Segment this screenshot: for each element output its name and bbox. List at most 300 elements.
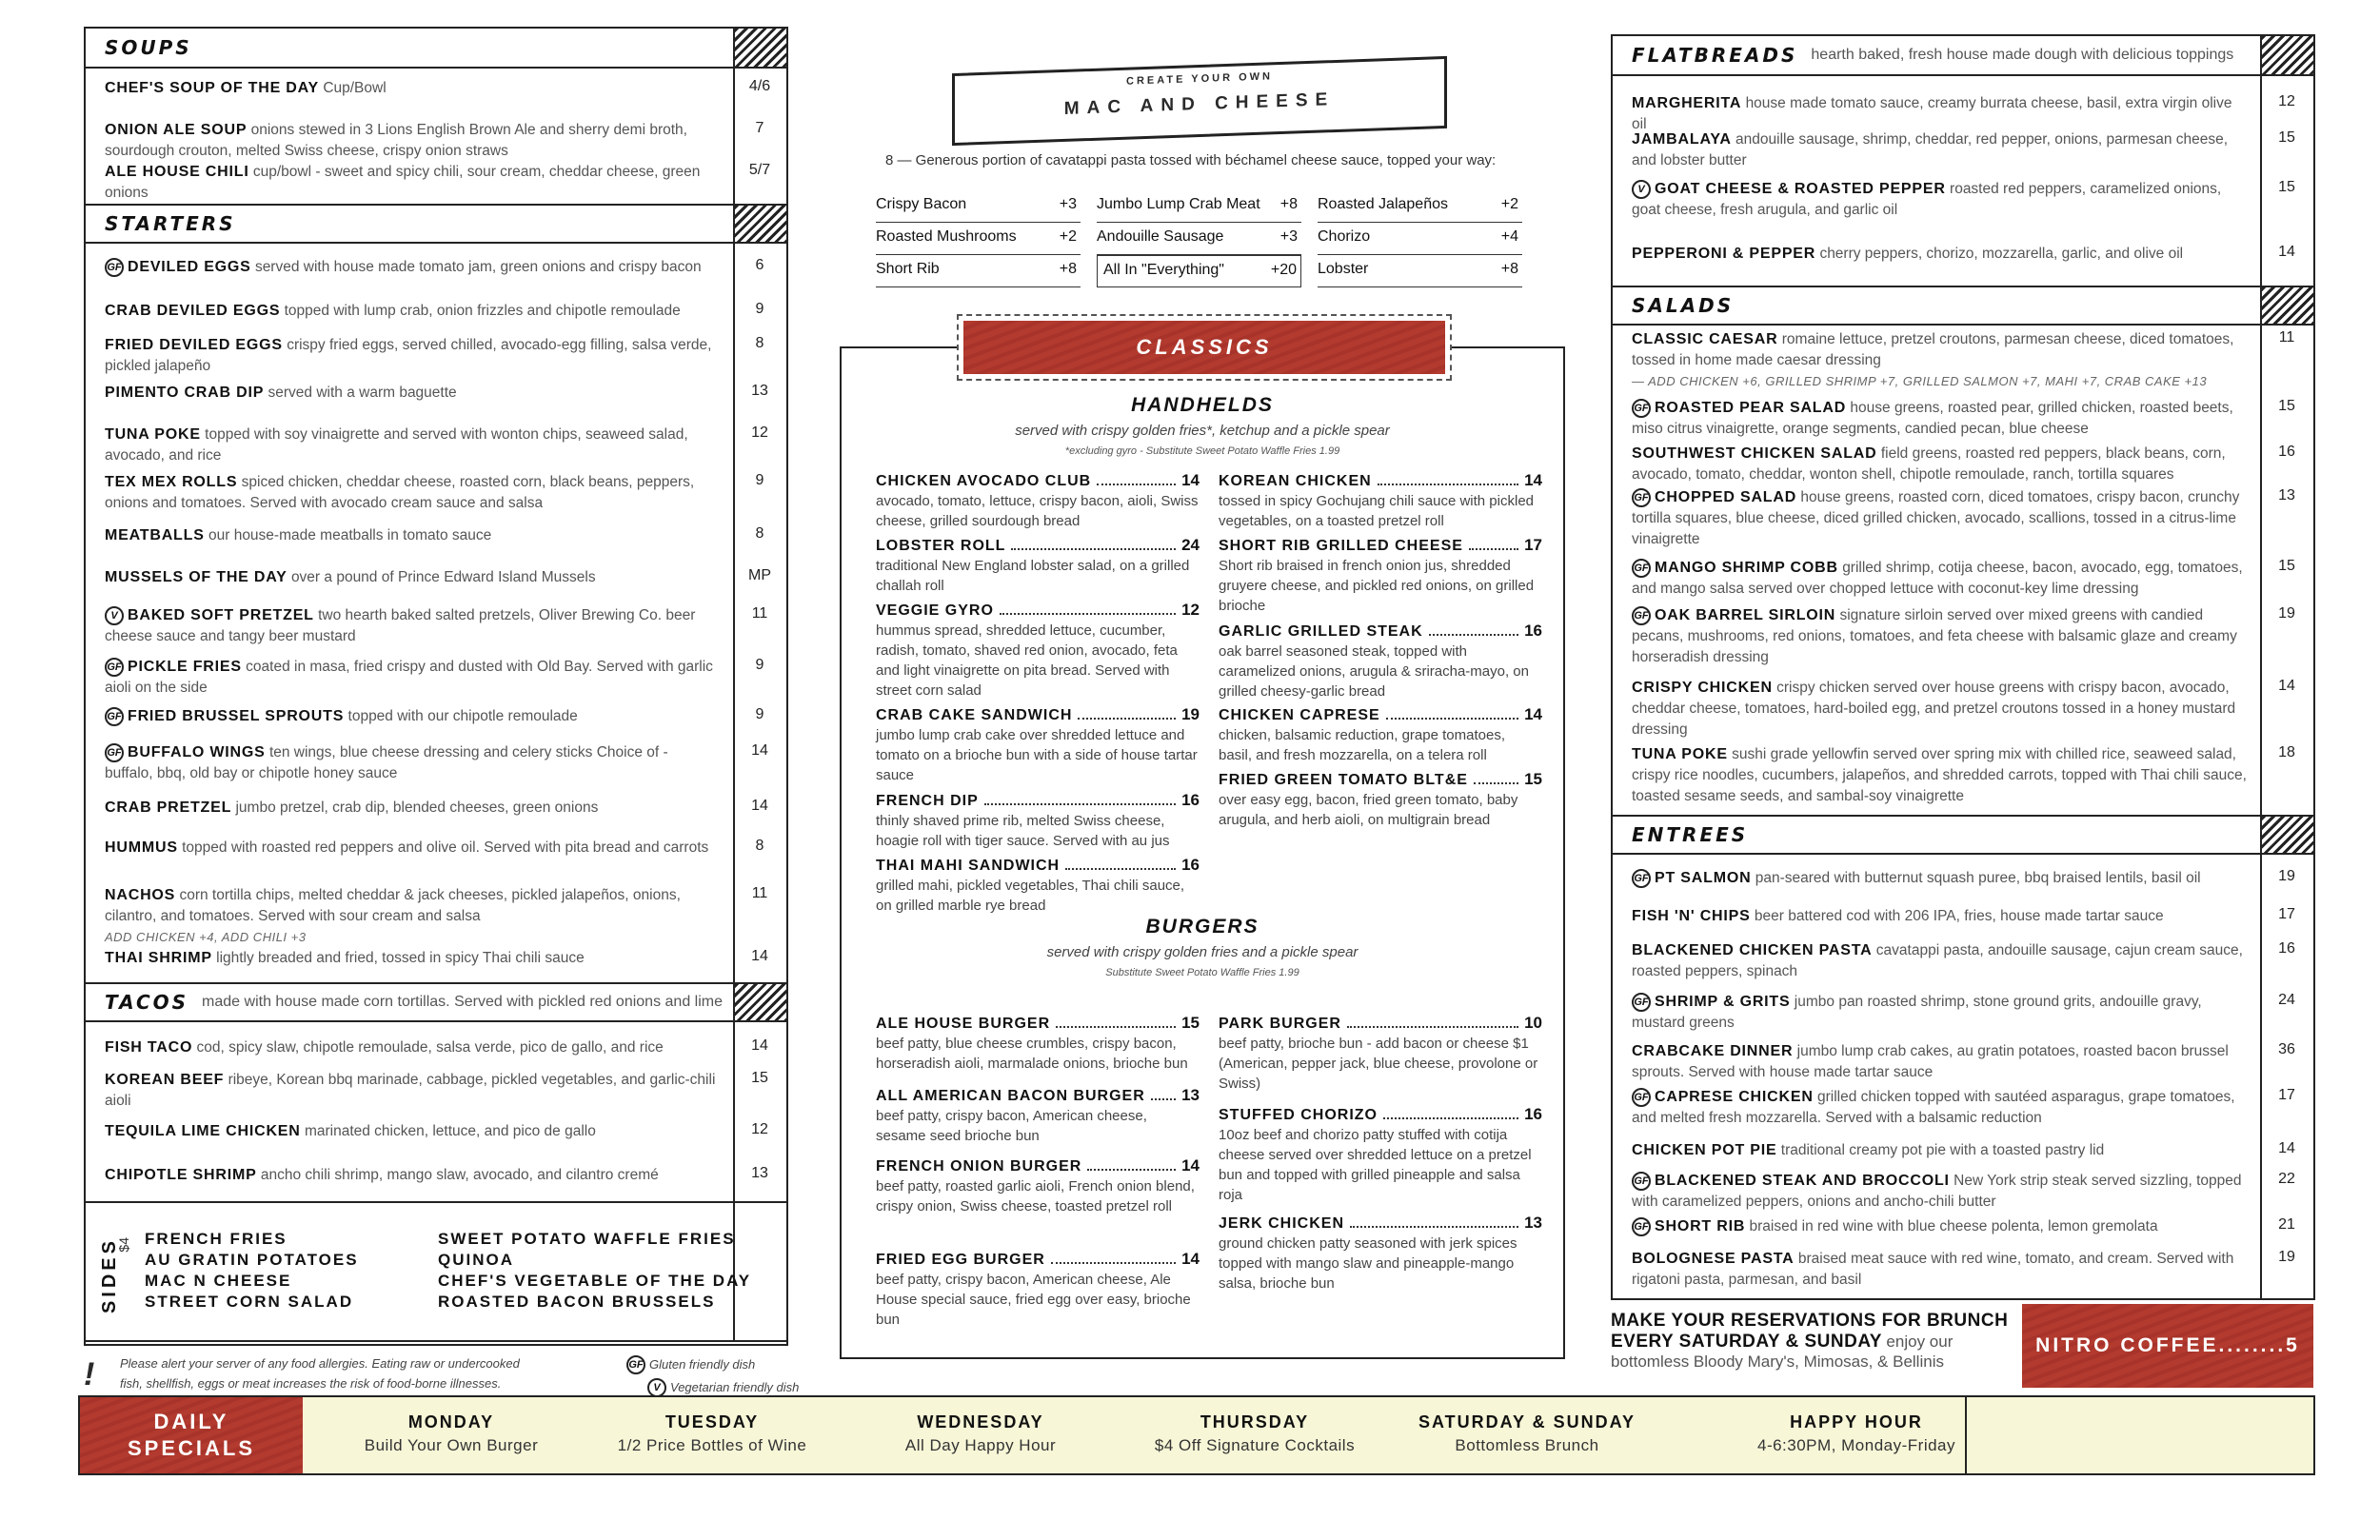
burger-item-row [876, 1249, 1200, 1270]
burger-item [876, 1085, 1200, 1146]
taco-item-name: TEQUILA LIME CHICKEN [105, 1123, 301, 1139]
starter-item-name: MEATBALLS [105, 527, 205, 543]
flatbread-item [1632, 129, 2247, 171]
mac-topping-name: Roasted Jalapeños [1318, 196, 1448, 212]
starter-item-price: 8 [755, 335, 764, 351]
handheld-item-name: CRAB CAKE SANDWICH [876, 707, 1073, 723]
starter-item-name: NACHOS [105, 887, 176, 903]
salad-item-price: 15 [2278, 398, 2295, 414]
burger-item [1219, 1013, 1542, 1094]
handheld-item [876, 704, 1200, 785]
dot-leader [1151, 1098, 1176, 1100]
handheld-item-price: 17 [1524, 536, 1542, 554]
soup-item [105, 162, 720, 204]
starter-item-name: FRIED BRUSSEL SPROUTS [128, 708, 345, 724]
starter-item-price: 14 [751, 948, 768, 964]
gluten-free-icon: GF [105, 658, 124, 677]
burger-item-price: 14 [1181, 1156, 1200, 1175]
mac-topping-price: +8 [1059, 261, 1077, 277]
salad-item-note: — ADD CHICKEN +6, GRILLED SHRIMP +7, GRILLED SALMON +7, MAHI +7, CRAB CAKE +13 [1632, 374, 2208, 388]
entree-item [1632, 868, 2247, 889]
handheld-item-row [876, 790, 1200, 811]
taco-item-price: 13 [751, 1165, 768, 1181]
starter-item [105, 383, 720, 404]
salad-item-desc: romaine lettuce, pretzel croutons, parmesan cheese, diced tomatoes, tossed in home made caesar dressing [1632, 331, 2234, 368]
soup-item-price: 5/7 [748, 162, 771, 178]
soup-item-desc: cup/bowl - sweet and spicy chili, sour cream, cheddar cheese, green onions [105, 164, 701, 201]
salad-item [1632, 558, 2247, 600]
salad-item-desc: sushi grade yellowfin served over spring mix with chilled rice, seaweed salad, crispy rice noodles, cucumbers, jalapeños, and shredded carrots, topped with Thai chili sauce, toasted sesame seeds, and sambal-soy vinaigrette [1632, 746, 2247, 804]
salad-item-name: ROASTED PEAR SALAD [1655, 400, 1847, 416]
dot-leader [1056, 1026, 1176, 1028]
salad-item-price: 14 [2278, 678, 2295, 694]
classics-banner [957, 314, 1452, 381]
mac-topping-name: Chorizo [1318, 228, 1371, 245]
handheld-item-row [1219, 535, 1542, 556]
salad-item-price: 18 [2278, 744, 2295, 760]
taco-item-price: 14 [751, 1037, 768, 1054]
starter-item-desc: served with house made tomato jam, green onions and crispy bacon [254, 259, 702, 275]
salad-item [1632, 487, 2247, 550]
side-item: CHEF'S VEGETABLE OF THE DAY [438, 1272, 752, 1290]
starter-item-name: TUNA POKE [105, 426, 201, 443]
handheld-item-desc: jumbo lump crab cake over shredded lettuce and tomato on a brioche bun with a side of house tartar sauce [876, 727, 1198, 783]
price-column [2260, 36, 2313, 1298]
starter-item [105, 838, 720, 859]
soup-item-name: ALE HOUSE CHILI [105, 164, 249, 180]
entree-item-price: 36 [2278, 1041, 2295, 1057]
entree-item-price: 16 [2278, 940, 2295, 957]
handheld-item-price: 24 [1181, 536, 1200, 554]
burger-item-desc: beef patty, crispy bacon, American cheese, Ale House special sauce, fried egg over easy, brioche bun [876, 1272, 1191, 1328]
entree-item-name: CRABCAKE DINNER [1632, 1043, 1794, 1059]
dot-leader [1065, 868, 1176, 870]
daily-special-day: HAPPY HOUR [1790, 1412, 1923, 1431]
salad-item-desc: crispy chicken served over house greens with crispy bacon, avocado, cheddar cheese, tomatoes, hard-boiled egg, and pretzel croutons tossed in a honey mustard dressing [1632, 680, 2236, 738]
entree-item-name: BLACKENED STEAK AND BROCCOLI [1655, 1173, 1950, 1189]
burger-item [876, 1155, 1200, 1216]
entree-item [1632, 1041, 2247, 1083]
taco-item-desc: ribeye, Korean bbq marinade, cabbage, pickled vegetables, and garlic-chili aioli [105, 1072, 716, 1109]
mac-description: 8 — Generous portion of cavatappi pasta tossed with béchamel cheese sauce, topped your way: [885, 152, 1497, 168]
starter-item-desc: crispy fried eggs, served chilled, avocado-egg filling, salsa verde, pickled jalapeño [105, 337, 712, 374]
taco-item [105, 1121, 720, 1142]
starter-item-name: BUFFALO WINGS [128, 744, 266, 760]
starter-item [105, 706, 720, 727]
starter-item-note: ADD CHICKEN +4, ADD CHILI +3 [105, 930, 307, 944]
reservations-line-1: MAKE YOUR RESERVATIONS FOR BRUNCH [1611, 1311, 2009, 1331]
daily-special-offer: All Day Happy Hour [904, 1436, 1057, 1454]
flatbread-item-desc: house made tomato sauce, creamy burrata cheese, basil, extra virgin olive oil [1632, 95, 2232, 132]
burger-item-name: PARK BURGER [1219, 1016, 1341, 1032]
mac-topping [876, 255, 1081, 287]
dot-leader [1429, 634, 1518, 636]
starter-item [105, 472, 720, 514]
soup-item-name: ONION ALE SOUP [105, 122, 248, 138]
entrees-title: ENTREES [1632, 823, 1749, 846]
entree-item-name: BLACKENED CHICKEN PASTA [1632, 942, 1873, 958]
flatbread-item-price: 15 [2278, 129, 2295, 146]
handheld-item-row [1219, 769, 1542, 790]
tacos-header [86, 982, 786, 1022]
entree-item [1632, 1216, 2247, 1237]
dot-leader [1347, 1026, 1518, 1028]
handheld-item-desc: tossed in spicy Gochujang chili sauce with pickled vegetables, on a toasted pretzel roll [1219, 493, 1535, 529]
handheld-item-name: KOREAN CHICKEN [1219, 473, 1372, 489]
starters-title: STARTERS [105, 212, 236, 235]
burger-item [1219, 1213, 1542, 1293]
daily-special-day: THURSDAY [1200, 1412, 1310, 1431]
flatbread-item-price: 12 [2278, 93, 2295, 109]
side-item: QUINOA [438, 1251, 514, 1269]
entree-item-price: 17 [2278, 1087, 2295, 1103]
flatbread-item-name: PEPPERONI & PEPPER [1632, 246, 1816, 262]
handheld-item-price: 16 [1181, 856, 1200, 874]
burger-item-row [876, 1155, 1200, 1176]
handheld-item [876, 790, 1200, 851]
side-item: ROASTED BACON BRUSSELS [438, 1293, 716, 1311]
burger-item-row [1219, 1213, 1542, 1234]
mac-topping-name: Andouille Sausage [1097, 228, 1224, 245]
starter-item [105, 948, 720, 969]
starter-item-desc: our house-made meatballs in tomato sauce [208, 527, 492, 543]
daily-specials-label [80, 1397, 303, 1473]
handheld-item-price: 15 [1524, 770, 1542, 788]
starter-item-name: PIMENTO CRAB DIP [105, 385, 265, 401]
right-menu-panel [1611, 34, 2315, 1300]
handheld-item-row [876, 535, 1200, 556]
starter-item-desc: spiced chicken, cheddar cheese, roasted corn, black beans, peppers, onions and tomatoes. Served with avocado cream sauce and salsa [105, 474, 695, 511]
allergy-line-2: fish, shellfish, eggs or meat increases the risk of food-borne illnesses. [120, 1376, 502, 1391]
gluten-free-icon: GF [105, 743, 124, 762]
daily-label-1: DAILY [153, 1410, 229, 1433]
mac-topping-name: Crispy Bacon [876, 196, 967, 212]
burger-item-row [1219, 1013, 1542, 1034]
mac-topping-price: +2 [1059, 228, 1077, 245]
starter-item-price: 11 [751, 605, 768, 622]
starter-item-desc: lightly breaded and fried, tossed in spicy Thai chili sauce [216, 950, 585, 966]
woodcut-texture [2260, 36, 2313, 74]
starter-item-price: 9 [755, 472, 764, 488]
gluten-free-icon: GF [1632, 399, 1651, 418]
burger-item-name: FRIED EGG BURGER [876, 1252, 1045, 1268]
gluten-free-icon: GF [1632, 1088, 1651, 1107]
salad-item-name: CRISPY CHICKEN [1632, 680, 1773, 696]
handheld-item-desc: thinly shaved prime rib, melted Swiss cheese, hoagie roll with tiger sauce. Served with au jus [876, 813, 1170, 849]
dot-leader [1378, 484, 1518, 485]
side-item: STREET CORN SALAD [145, 1293, 354, 1311]
side-item: MAC N CHEESE [145, 1272, 292, 1290]
entree-item-price: 19 [2278, 868, 2295, 884]
burger-item-price: 16 [1524, 1105, 1542, 1123]
handheld-item-row [1219, 704, 1542, 725]
starter-item-desc: coated in masa, fried crispy and dusted with Old Bay. Served with garlic aioli on the side [105, 659, 713, 696]
starter-item-desc: corn tortilla chips, melted cheddar & jack cheeses, pickled jalapeños, onions, cilantro, and tomatoes. Served with sour cream and salsa [105, 887, 681, 924]
starter-item [105, 525, 720, 546]
starter-item [105, 657, 720, 699]
starter-item-price: 6 [755, 257, 764, 273]
dot-leader [1383, 1117, 1518, 1119]
mac-topping-price: +3 [1059, 196, 1077, 212]
taco-item-desc: cod, spicy slaw, chipotle remoulade, salsa verde, pico de gallo, and rice [196, 1039, 664, 1056]
daily-special-day: TUESDAY [664, 1412, 760, 1431]
flatbread-item-name: MARGHERITA [1632, 95, 1742, 111]
side-item: AU GRATIN POTATOES [145, 1251, 359, 1269]
entree-item [1632, 1087, 2247, 1129]
handhelds-small-note: *excluding gyro - Substitute Sweet Potato Waffle Fries 1.99 [1064, 445, 1340, 457]
entree-item-price: 21 [2278, 1216, 2295, 1233]
daily-special-offer: $4 Off Signature Cocktails [1154, 1436, 1356, 1454]
entree-item-desc: grilled chicken topped with sautéed asparagus, grape tomatoes, and melted fresh mozzarella. Served with a balsamic reduction [1632, 1089, 2235, 1126]
handheld-item-price: 19 [1181, 705, 1200, 723]
starter-item-price: 13 [751, 383, 768, 399]
gluten-free-icon: GF [1632, 1217, 1651, 1236]
mac-topping-name: All In "Everything" [1103, 262, 1224, 278]
flatbread-item-name: JAMBALAYA [1632, 131, 1732, 148]
handheld-item-price: 16 [1181, 791, 1200, 809]
starter-item-price: 8 [755, 838, 764, 854]
dot-leader [984, 803, 1176, 805]
starter-item [105, 301, 720, 322]
handheld-item [876, 855, 1200, 916]
entree-item-name: CHICKEN POT PIE [1632, 1142, 1777, 1158]
starter-item-desc: topped with lump crab, onion frizzles and chipotle remoulade [284, 303, 681, 319]
entree-item-price: 19 [2278, 1249, 2295, 1265]
entree-item-name: CAPRESE CHICKEN [1655, 1089, 1814, 1105]
handheld-item-name: LOBSTER ROLL [876, 538, 1006, 554]
side-item: FRENCH FRIES [145, 1230, 288, 1248]
starter-item-price: 9 [755, 706, 764, 722]
soup-item [105, 120, 720, 162]
handheld-item-desc: over easy egg, bacon, fried green tomato, baby arugula, and herb aioli, on multigrain bread [1219, 792, 1518, 828]
entree-item [1632, 1171, 2247, 1213]
woodcut-texture [2260, 287, 2313, 324]
taco-item [105, 1037, 720, 1058]
starter-item [105, 605, 720, 647]
handheld-item-row [1219, 470, 1542, 491]
burger-item [1219, 1104, 1542, 1205]
woodcut-texture [733, 984, 786, 1020]
entree-item-desc: jumbo lump crab cakes, au gratin potatoes, roasted bacon brussel sprouts. Served with house made tartar sauce [1632, 1043, 2229, 1080]
handheld-item-row [876, 704, 1200, 725]
entree-item [1632, 1249, 2247, 1291]
soup-item-desc: onions stewed in 3 Lions English Brown Ale and sherry demi broth, sourdough crouton, melted Swiss cheese, crispy onion straws [105, 122, 687, 159]
gluten-free-icon: GF [1632, 559, 1651, 578]
classics-title: CLASSICS [963, 321, 1445, 374]
entree-item-price: 22 [2278, 1171, 2295, 1187]
handheld-item-row [876, 600, 1200, 621]
handheld-item-desc: traditional New England lobster salad, on a grilled challah roll [876, 558, 1190, 594]
soup-item-name: CHEF'S SOUP OF THE DAY [105, 80, 319, 96]
taco-item-desc: marinated chicken, lettuce, and pico de gallo [304, 1123, 596, 1139]
daily-special-offer: Build Your Own Burger [364, 1436, 539, 1454]
flatbread-item [1632, 179, 2247, 221]
taco-item-name: FISH TACO [105, 1039, 193, 1056]
woodcut-texture [733, 29, 786, 67]
burger-item-name: ALL AMERICAN BACON BURGER [876, 1088, 1145, 1104]
handheld-item [1219, 535, 1542, 616]
sides-label: SIDES [99, 1237, 120, 1314]
entree-item-desc: pan-seared with butternut squash puree, bbq braised lentils, basil oil [1755, 870, 2201, 886]
gluten-free-icon: GF [105, 258, 124, 277]
entrees-header [1613, 815, 2313, 855]
mac-topping-price: +8 [1500, 261, 1518, 277]
salad-item-price: 15 [2278, 558, 2295, 574]
burger-item-desc: ground chicken patty seasoned with jerk spices topped with mango slaw and pineapple-mango salsa, brioche bun [1219, 1235, 1517, 1292]
soup-item [105, 78, 720, 99]
starter-item-name: HUMMUS [105, 839, 178, 856]
starter-item-name: BAKED SOFT PRETZEL [128, 607, 314, 623]
entree-item-name: BOLOGNESE PASTA [1632, 1251, 1795, 1267]
handheld-item-row [876, 855, 1200, 876]
starters-header [86, 204, 786, 244]
taco-item [105, 1070, 720, 1112]
taco-item-price: 12 [751, 1121, 768, 1137]
starter-item [105, 424, 720, 466]
starter-item-desc: ten wings, blue cheese dressing and celery sticks Choice of - buffalo, bbq, old bay or chipotle honey sauce [105, 744, 668, 781]
soup-item-price: 7 [755, 120, 764, 136]
taco-item-desc: ancho chili shrimp, mango slaw, avocado, and cilantro cremé [260, 1167, 659, 1183]
salad-item-desc: grilled shrimp, cotija cheese, bacon, avocado, egg, tomatoes, and mango salsa served over chopped lettuce with coconut-key lime dressing [1632, 560, 2243, 597]
entree-item-price: 24 [2278, 992, 2295, 1008]
handhelds-title: HANDHELDS [1131, 394, 1274, 416]
side-item: SWEET POTATO WAFFLE FRIES [438, 1230, 736, 1248]
left-menu-panel [84, 27, 788, 1342]
mac-topping-name: Lobster [1318, 261, 1369, 277]
mac-topping [1318, 223, 1522, 255]
gluten-free-icon: GF [1632, 606, 1651, 625]
salad-item [1632, 744, 2247, 807]
taco-item [105, 1165, 720, 1186]
mac-topping-price: +8 [1279, 196, 1298, 212]
burger-item-desc: 10oz beef and chorizo patty stuffed with cotija cheese served over shredded lettuce on a pretzel bun and topped with grilled pineapple and salsa roja [1219, 1127, 1532, 1203]
handheld-item [1219, 769, 1542, 830]
mac-topping-price: +2 [1500, 196, 1518, 212]
starter-item-price: 11 [751, 885, 768, 901]
handheld-item [876, 535, 1200, 596]
handheld-item-desc: Short rib braised in french onion jus, shredded gruyere cheese, and pickled red onions, on grilled brioche [1219, 558, 1535, 614]
flatbread-item-price: 14 [2278, 244, 2295, 260]
salad-item-name: CHOPPED SALAD [1655, 489, 1797, 505]
handheld-item-desc: chicken, balsamic reduction, grape tomatoes, basil, and fresh mozzarella, on a telera roll [1219, 727, 1505, 763]
woodcut-texture [2260, 817, 2313, 853]
dot-leader [1097, 484, 1176, 485]
burger-item-price: 13 [1524, 1214, 1542, 1232]
burger-item [876, 1013, 1200, 1074]
handheld-item [1219, 621, 1542, 701]
starter-item [105, 885, 720, 948]
starter-item-price: 14 [751, 798, 768, 814]
tacos-subtitle: made with house made corn tortillas. Served with pickled red onions and lime [202, 994, 723, 1010]
entree-item-name: SHRIMP & GRITS [1655, 994, 1791, 1010]
starter-item [105, 335, 720, 377]
handheld-item [1219, 470, 1542, 531]
dot-leader [1350, 1226, 1518, 1228]
entree-item-desc: braised in red wine with blue cheese polenta, lemon gremolata [1749, 1218, 2158, 1234]
daily-special-5 [1695, 1412, 2018, 1455]
salads-header [1613, 286, 2313, 326]
starter-item-name: MUSSELS OF THE DAY [105, 569, 288, 585]
burgers-title: BURGERS [1145, 916, 1259, 938]
reservations-line-2: EVERY SATURDAY & SUNDAY [1611, 1332, 1882, 1352]
flatbread-item-name: GOAT CHEESE & ROASTED PEPPER [1655, 181, 1946, 197]
starter-item-price: 14 [751, 742, 768, 759]
handheld-item-row [1219, 621, 1542, 642]
flatbread-item-desc: cherry peppers, chorizo, mozzarella, garlic, and olive oil [1819, 246, 2184, 262]
salad-item-name: MANGO SHRIMP COBB [1655, 560, 1838, 576]
handheld-item-row [876, 470, 1200, 491]
salad-item-price: 16 [2278, 444, 2295, 460]
legend-vegetarian [647, 1378, 799, 1397]
daily-special-offer: Bottomless Brunch [1455, 1436, 1599, 1454]
burger-item [876, 1249, 1200, 1330]
handheld-item-price: 14 [1524, 471, 1542, 489]
dot-leader [1011, 548, 1176, 550]
mac-small-title: CREATE YOUR OWN [1126, 70, 1273, 88]
salad-item-price: 19 [2278, 605, 2295, 622]
daily-special-offer: 4-6:30PM, Monday-Friday [1756, 1436, 1956, 1454]
salad-item-name: CLASSIC CAESAR [1632, 331, 1778, 347]
burger-item-desc: beef patty, brioche bun - add bacon or cheese $1 (American, pepper jack, blue cheese, provolone or Swiss) [1219, 1036, 1538, 1092]
entree-item-desc: cavatappi pasta, andouille sausage, cajun cream sauce, roasted peppers, spinach [1632, 942, 2243, 979]
entree-item-name: SHORT RIB [1655, 1218, 1746, 1234]
nitro-coffee-banner: NITRO COFFEE........5 [2022, 1304, 2313, 1388]
starter-item-desc: topped with our chipotle remoulade [347, 708, 578, 724]
salad-item-desc: field greens, roasted red peppers, black beans, corn, avocado, tomato, cheddar, wonton shell, chipotle remoulade, ranch, tortilla squares [1632, 445, 2226, 483]
burger-item-name: ALE HOUSE BURGER [876, 1016, 1051, 1032]
starter-item-name: DEVILED EGGS [128, 259, 251, 275]
mac-topping [876, 223, 1081, 255]
mac-topping [1318, 190, 1522, 223]
starter-item-price: MP [748, 567, 771, 583]
entree-item-desc: beer battered cod with 206 IPA, fries, house made tartar sauce [1754, 908, 2164, 924]
tacos-title: TACOS [105, 991, 189, 1014]
handheld-item-desc: oak barrel seasoned steak, topped with caramelized onions, arugula & sriracha-mayo, on grilled cheesy-garlic bread [1219, 643, 1529, 700]
entree-item [1632, 906, 2247, 927]
handheld-item-name: FRENCH DIP [876, 793, 979, 809]
flatbread-item [1632, 244, 2247, 265]
salad-item-desc: signature sirloin served over mixed greens with candied pecans, mushrooms, red onions, tomatoes, and feta cheese with balsamic glaze and creamy horseradish dressing [1632, 607, 2237, 665]
starter-item-desc: served with a warm baguette [268, 385, 457, 401]
handheld-item-name: GARLIC GRILLED STEAK [1219, 623, 1423, 640]
gluten-free-icon: GF [626, 1355, 645, 1374]
handheld-item [876, 600, 1200, 701]
daily-special-4 [1365, 1412, 1689, 1455]
burger-item-name: JERK CHICKEN [1219, 1215, 1345, 1232]
starter-item-price: 9 [755, 657, 764, 673]
mac-topping [1097, 223, 1301, 255]
mac-topping-price: +4 [1500, 228, 1518, 245]
flatbread-item-desc: roasted red peppers, caramelized onions, goat cheese, fresh arugula, and garlic oil [1632, 181, 2222, 218]
handheld-item-price: 14 [1524, 705, 1542, 723]
starter-item-name: PICKLE FRIES [128, 659, 242, 675]
entree-item [1632, 1140, 2247, 1161]
reservations-line-3: bottomless Bloody Mary's, Mimosas, & Bellinis [1611, 1352, 1944, 1371]
starter-item [105, 257, 720, 278]
starter-item-name: CRAB PRETZEL [105, 800, 232, 816]
mac-topping [1097, 190, 1301, 223]
salad-item [1632, 678, 2247, 740]
mac-topping [1318, 255, 1522, 287]
burger-item-name: FRENCH ONION BURGER [876, 1158, 1082, 1175]
allergy-mark: ! [84, 1356, 95, 1392]
handhelds-note: served with crispy golden fries*, ketchup and a pickle spear [1015, 423, 1390, 439]
salad-item [1632, 444, 2247, 485]
taco-item-name: CHIPOTLE SHRIMP [105, 1167, 257, 1183]
starter-item-price: 12 [751, 424, 768, 441]
vegetarian-icon: V [647, 1378, 666, 1397]
vegetarian-icon: V [105, 606, 124, 625]
